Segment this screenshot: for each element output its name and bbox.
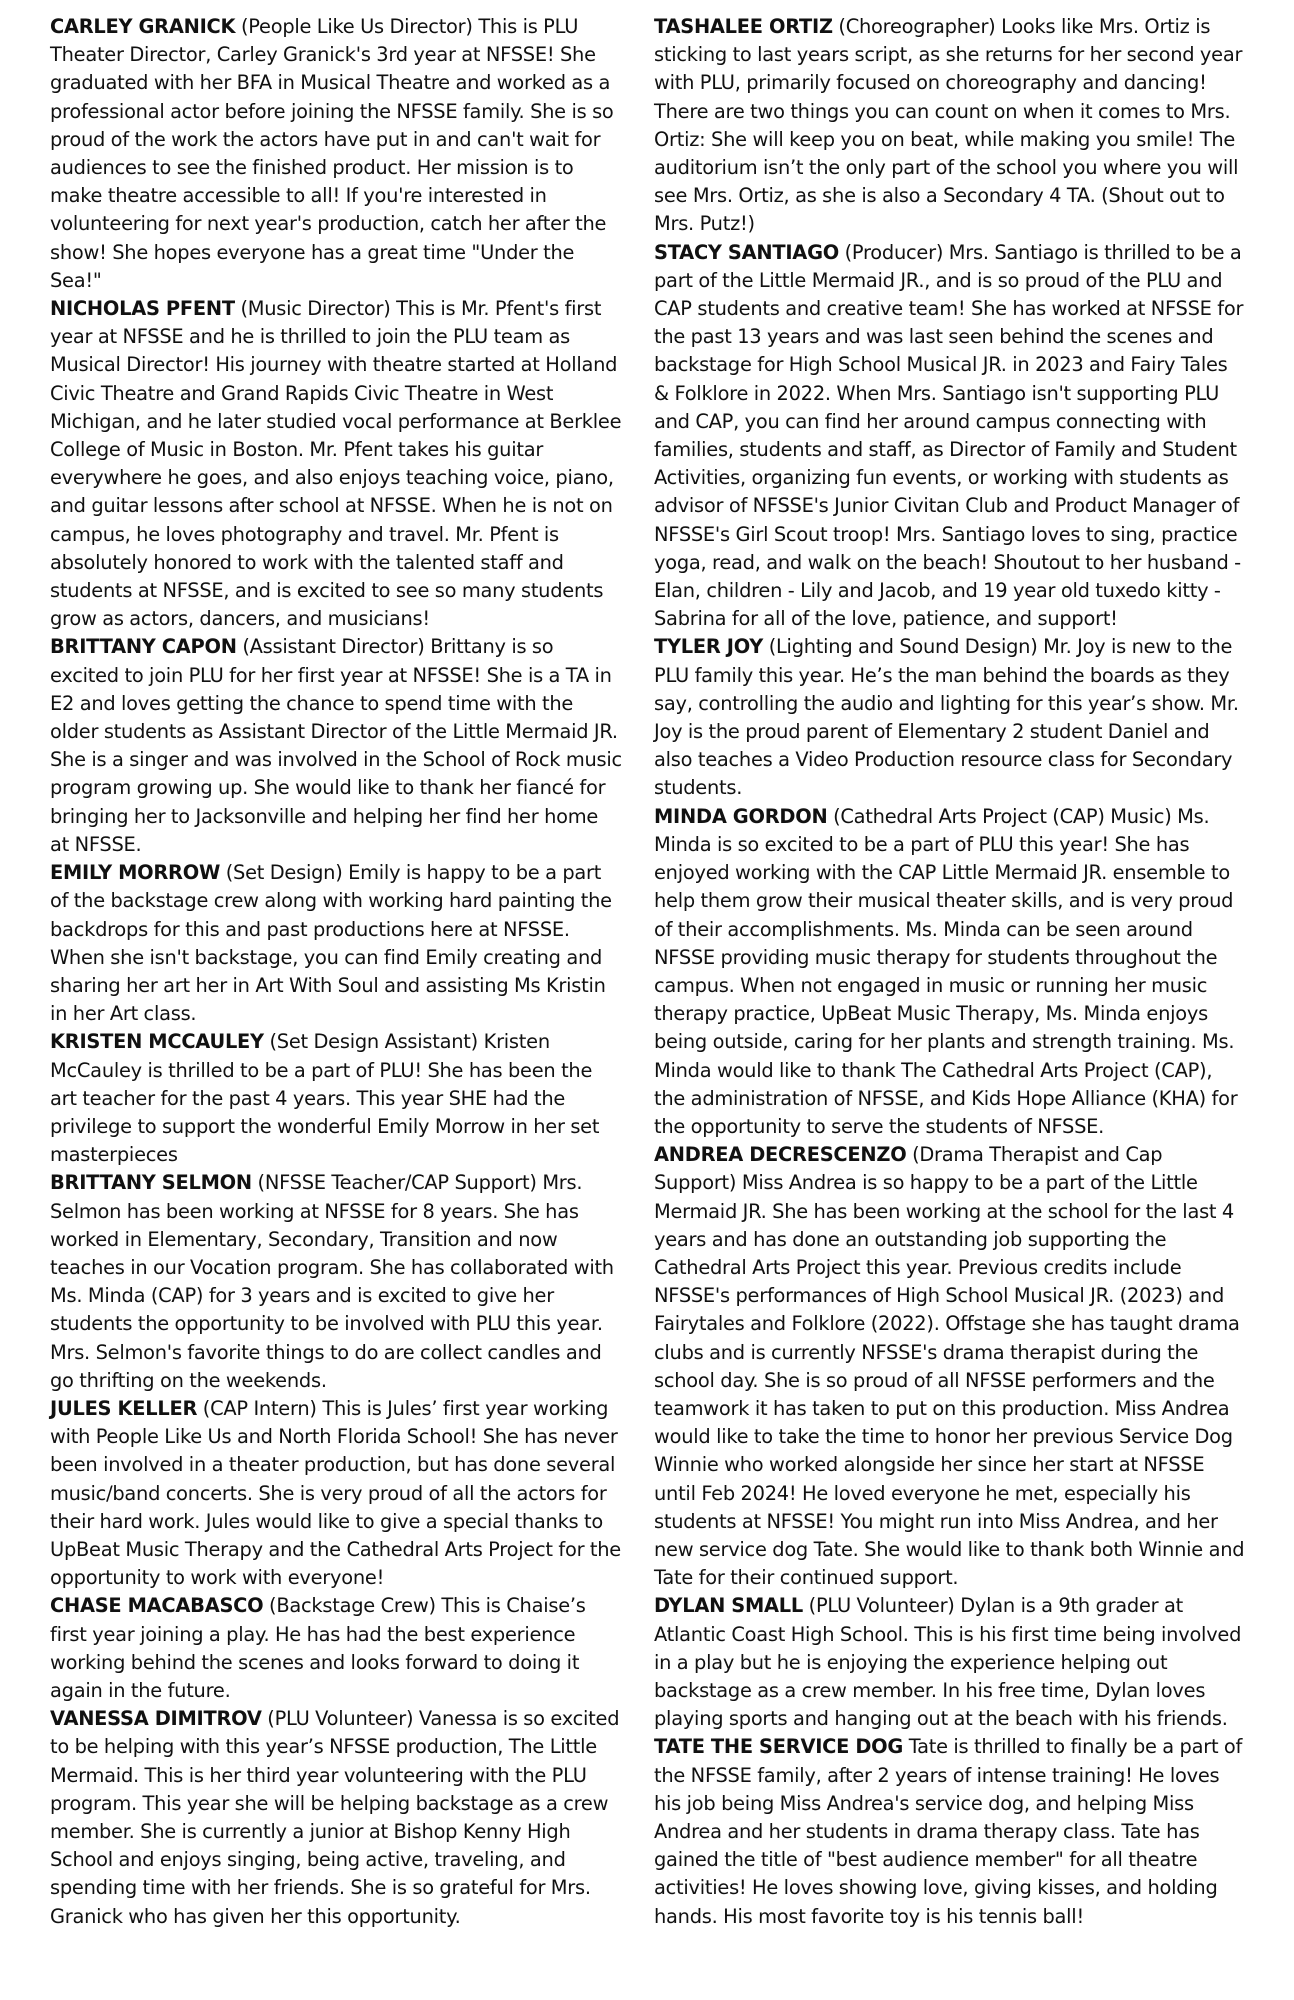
bio-role: (Producer) (844, 240, 944, 264)
bio-kristen-mccauley (50, 1028, 622, 1169)
bio-text: Mrs. Santiago is thrilled to be a part of the Little Mermaid JR., and is so proud of the PLU and CAP students and creative team! She has worked at NFSSE for the past 13 years and was last seen behind the scenes and backstage for High School Musical JR. in 2023 and Fairy Tales & Folklore in 2022. When Mrs. Santiago isn't supporting PLU and CAP, you can find her around campus connecting with families, students and staff, as Director of Family and Student Activities, organizing fun events, or working with students as advisor of NFSSE's Junior Civitan Club and Product Manager of NFSSE's Girl Scout troop! Mrs. Santiago loves to sing, practice yoga, read, and walk on the beach! Shoutout to her husband - Elan, children - Lily and Jacob, and 19 year old tuxedo kitty - Sabrina for all of the love, patience, and support! (654, 240, 1244, 631)
bio-name: EMILY MORROW (50, 861, 221, 885)
bio-tyler-joy (654, 633, 1246, 802)
bio-name: MINDA GORDON (654, 804, 828, 828)
bio-name: CHASE MACABASCO (50, 1594, 264, 1618)
bio-text: Dylan is a 9th grader at Atlantic Coast High School. This is his first time being involved in a play but he is enjoying the experience helping out backstage as a crew member. In his free time, Dylan loves playing sports and hanging out at the beach with his friends. (654, 1594, 1242, 1731)
bio-name: TYLER JOY (654, 635, 764, 659)
bio-role: (Choreographer) (838, 15, 996, 38)
bio-role: (Drama Therapist and Cap Support) (654, 1143, 1163, 1195)
bio-jules-keller (50, 1395, 622, 1592)
bio-text: Ms. Minda is so excited to be a part of PLU this year! She has enjoyed working with the CAP Little Mermaid JR. ensemble to help them grow their musical theater skills, and is very proud of their accomplishments. Ms. Minda can be seen around NFSSE providing music therapy for students throughout the campus. When not engaged in music or running her music therapy practice, UpBeat Music Therapy, Ms. Minda enjoys being outside, caring for her plants and strength training. Ms. Minda would like to thank The Cathedral Arts Project (CAP), the administration of NFSSE, and Kids Hope Alliance (KHA) for the opportunity to serve the students of NFSSE. (654, 804, 1238, 1138)
bio-dylan-small (654, 1592, 1246, 1733)
bio-role: (PLU Volunteer) (808, 1594, 955, 1618)
bio-tashalee-ortiz (654, 13, 1246, 239)
bio-role: (Music Director) (240, 297, 391, 321)
bio-name: STACY SANTIAGO (654, 240, 839, 264)
bio-name: VANESSA DIMITROV (50, 1707, 262, 1731)
bio-text: Kristen McCauley is thrilled to be a part of PLU! She has been the art teacher for the past 4 years. This year SHE had the privilege to support the wonderful Emily Morrow in her set masterpieces (50, 1030, 600, 1167)
bio-name: BRITTANY SELMON (50, 1171, 252, 1195)
bio-emily-morrow (50, 859, 622, 1028)
bio-role: (CAP Intern) (202, 1396, 317, 1420)
bio-role: (Cathedral Arts Project (CAP) Music) (833, 804, 1172, 828)
bio-name: KRISTEN MCCAULEY (50, 1030, 264, 1054)
bio-role: (Set Design) (225, 861, 343, 885)
bio-text: Looks like Mrs. Ortiz is sticking to last years script, as she returns for her second year with PLU, primarily focused on choreography and dancing! There are two things you can count on when it comes to Mrs. Ortiz: She will keep you on beat, while making you smile! The auditorium isn’t the only part of the school you where you will see Mrs. Ortiz, as she is also a Secondary 4 TA. (Shout out to Mrs. Putz!) (654, 15, 1243, 236)
bio-brittany-capon (50, 633, 622, 859)
bio-text: Miss Andrea is so happy to be a part of the Little Mermaid JR. She has been working at the school for the last 4 years and has done an outstanding job supporting the Cathedral Arts Project this year. Previous credits include NFSSE's performances of High School Musical JR. (2023) and Fairytales and Folklore (2022). Offstage she has taught drama clubs and is currently NFSSE's drama therapist during the school day. She is so proud of all NFSSE performers and the teamwork it has taken to put on this production. Miss Andrea would like to take the time to honor her previous Service Dog Winnie who worked alongside her since her start at NFSSE until Feb 2024! He loved everyone he met, especially his students at NFSSE! You might run into Miss Andrea, and her new service dog Tate. She would like to thank both Winnie and Tate for their continued support. (654, 1171, 1245, 1590)
bio-name: ANDREA DECRESCENZO (654, 1143, 907, 1167)
bio-text: This is Mr. Pfent's first year at NFSSE and he is thrilled to join the PLU team as Musical Director! His journey with theatre started at Holland Civic Theatre and Grand Rapids Civic Theatre in West Michigan, and he later studied vocal performance at Berklee College of Music in Boston. Mr. Pfent takes his guitar everywhere he goes, and also enjoys teaching voice, piano, and guitar lessons after school at NFSSE. When he is not on campus, he loves photography and travel. Mr. Pfent is absolutely honored to work with the talented staff and students at NFSSE, and is excited to see so many students grow as actors, dancers, and musicians! (50, 297, 622, 631)
bio-text: This is Chaise’s first year joining a play. He has had the best experience working behind the scenes and looks forward to doing it again in the future. (50, 1594, 586, 1702)
bio-role: (Set Design Assistant) (269, 1030, 478, 1054)
bio-text: Mr. Joy is new to the PLU family this year. He’s the man behind the boards as they say, controlling the audio and lighting for this year’s show. Mr. Joy is the proud parent of Elementary 2 student Daniel and also teaches a Video Production resource class for Secondary students. (654, 635, 1239, 800)
bio-name: JULES KELLER (50, 1396, 198, 1420)
bio-andrea-decrescenzo (654, 1141, 1246, 1592)
bio-text: Vanessa is so excited to be helping with this year’s NFSSE production, The Little Mermaid. This is her third year volunteering with the PLU program. This year she will be helping backstage as a crew member. She is currently a junior at Bishop Kenny High School and enjoys singing, being active, traveling, and spending time with her friends. She is so grateful for Mrs. Granick who has given her this opportunity. (50, 1707, 620, 1928)
bio-stacy-santiago (654, 239, 1246, 634)
bio-text: Emily is happy to be a part of the backstage crew along with working hard painting the backdrops for this and past productions here at NFSSE. When she isn't backstage, you can find Emily creating and sharing her art her in Art With Soul and assisting Ms Kristin in her Art class. (50, 861, 612, 1026)
bio-name: BRITTANY CAPON (50, 635, 237, 659)
bio-name: CARLEY GRANICK (50, 15, 236, 38)
bio-name: TASHALEE ORTIZ (654, 15, 833, 38)
bio-text: This is Jules’ first year working with People Like Us and North Florida School! She has never been involved in a theater production, but has done several music/band concerts. She is very proud of all the actors for their hard work. Jules would like to give a special thanks to UpBeat Music Therapy and the Cathedral Arts Project for the opportunity to work with everyone! (50, 1396, 621, 1590)
bio-vanessa-dimitrov (50, 1705, 622, 1931)
bio-name: TATE THE SERVICE DOG (654, 1735, 904, 1759)
bio-brittany-selmon (50, 1169, 622, 1395)
bio-name: NICHOLAS PFENT (50, 297, 235, 321)
bio-text: Tate is thrilled to finally be a part of the NFSSE family, after 2 years of intense training! He loves his job being Miss Andrea's service dog, and helping Miss Andrea and her students in drama therapy class. Tate has gained the title of "best audience member" for all theatre activities! He loves showing love, giving kisses, and holding hands. His most favorite toy is his tennis ball! (654, 1735, 1243, 1928)
bio-chase-macabasco (50, 1592, 622, 1705)
bio-role: (PLU Volunteer) (267, 1707, 414, 1731)
bio-role: (Lighting and Sound Design) (768, 635, 1038, 659)
left-column (50, 13, 622, 1931)
bio-minda-gordon (654, 803, 1246, 1141)
bio-text: This is PLU Theater Director, Carley Granick's 3rd year at NFSSE! She graduated with her BFA in Musical Theatre and worked as a professional actor before joining the NFSSE family. She is so proud of the work the actors have put in and can't wait for audiences to see the finished product. Her mission is to make theatre accessible to all! If you're interested in volunteering for next year's production, catch her after the show! She hopes everyone has a great time "Under the Sea!" (50, 15, 614, 292)
bio-role: (Backstage Crew) (269, 1594, 436, 1618)
bio-role: (NFSSE Teacher/CAP Support) (257, 1171, 537, 1195)
bio-tate-the-service-dog (654, 1733, 1246, 1930)
bio-carley-granick (50, 13, 622, 295)
bio-text: Mrs. Selmon has been working at NFSSE for 8 years. She has worked in Elementary, Secondary, Transition and now teaches in our Vocation program. She has collaborated with Ms. Minda (CAP) for 3 years and is excited to give her students the opportunity to be involved with PLU this year. Mrs. Selmon's favorite things to do are collect candles and go thrifting on the weekends. (50, 1171, 614, 1392)
bio-name: DYLAN SMALL (654, 1594, 803, 1618)
bio-text: Brittany is so excited to join PLU for her first year at NFSSE! She is a TA in E2 and loves getting the chance to spend time with the older students as Assistant Director of the Little Mermaid JR. She is a singer and was involved in the School of Rock music program growing up. She would like to thank her fiancé for bringing her to Jacksonville and helping her find her home at NFSSE. (50, 635, 622, 856)
bio-role: (Assistant Director) (242, 635, 425, 659)
bio-role: (People Like Us Director) (240, 15, 473, 38)
bio-nicholas-pfent (50, 295, 622, 633)
right-column (654, 13, 1246, 1931)
